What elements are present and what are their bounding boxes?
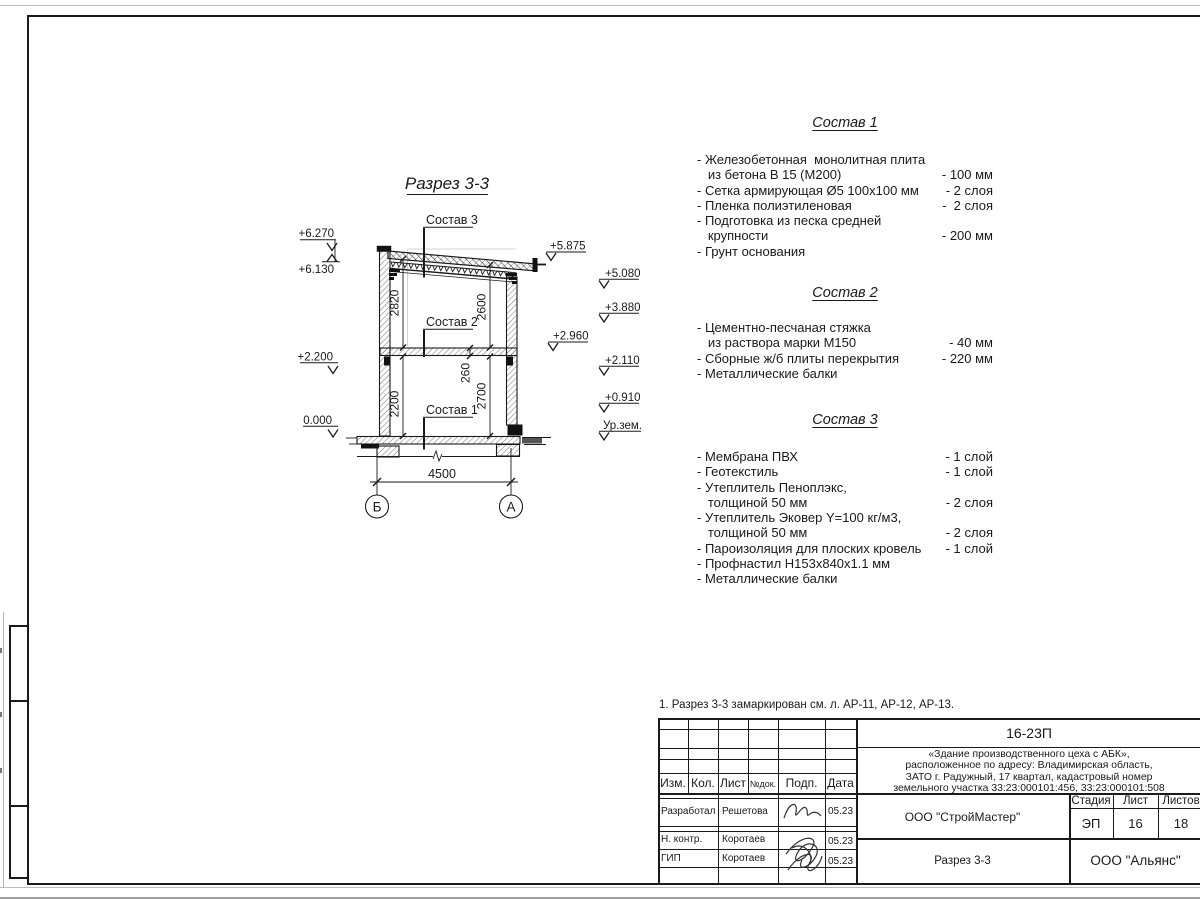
elevation-5080: +5.080 bbox=[605, 268, 641, 280]
elevation-marks-left bbox=[298, 228, 341, 437]
axis-letter-a: А bbox=[506, 499, 516, 515]
stage-value: ЭП bbox=[1081, 816, 1101, 831]
elevation-2200: +2.200 bbox=[297, 351, 333, 364]
sheet-value: 16 bbox=[1128, 816, 1143, 831]
elevation-0910: +0.910 bbox=[605, 392, 641, 404]
frame-left bbox=[27, 15, 29, 883]
sheets-value: 18 bbox=[1173, 816, 1189, 831]
composition-item: толщиной 50 мм - 2 слоя bbox=[697, 525, 993, 541]
col-header-ndok: №док. bbox=[749, 779, 777, 789]
composition-item: - Утеплитель Эковер Y=100 кг/м3, bbox=[697, 510, 902, 526]
composition-item: из бетона В 15 (М200) - 100 мм bbox=[697, 167, 993, 183]
composition-3-title: Состав 3 bbox=[812, 412, 878, 428]
elevation-marks-right bbox=[546, 241, 642, 441]
composition-item: - Металлические балки bbox=[697, 571, 838, 587]
elevation-6130: +6.130 bbox=[298, 264, 334, 276]
composition-item: толщиной 50 мм - 2 слоя bbox=[697, 494, 993, 510]
roof bbox=[388, 251, 546, 284]
drawing-name: Разрез 3-3 bbox=[934, 855, 991, 867]
elevation-2110: +2.110 bbox=[605, 355, 640, 367]
dim-2820: 2820 bbox=[387, 289, 402, 317]
row-role-3: ГИП bbox=[661, 853, 681, 864]
col-header-izm: Изм. bbox=[660, 776, 686, 790]
composition-item: - Сетка армирующая Ø5 100x100 мм - 2 слоя bbox=[697, 182, 993, 198]
row-role-2: Н. контр. bbox=[661, 834, 703, 845]
composition-list-1 bbox=[697, 115, 993, 259]
composition-item: из раствора марки М150 - 40 мм bbox=[697, 335, 993, 351]
elevation-0000: 0.000 bbox=[303, 415, 332, 427]
axis-letter-b: Б bbox=[372, 499, 382, 515]
composition-item: - Пароизоляция для плоских кровель - 1 слой bbox=[697, 540, 993, 556]
composition-item: - Грунт основания bbox=[697, 243, 806, 259]
row-name-2: Коротаев bbox=[722, 834, 766, 845]
label-sostav-3: Состав 3 bbox=[426, 213, 478, 227]
col-header-kol: Кол. bbox=[691, 776, 715, 790]
composition-item: - Сборные ж/б плиты перекрытия - 220 мм bbox=[697, 350, 993, 366]
elevation-6270: +6.270 bbox=[298, 228, 334, 240]
elevation-5875: +5.875 bbox=[550, 240, 586, 253]
col-header-podp: Подп. bbox=[785, 776, 818, 790]
col-header-data: Дата bbox=[827, 776, 854, 790]
sheet-label: Лист bbox=[1123, 795, 1148, 807]
note-text: 1. Разрез 3-3 замаркирован см. л. АР-11, АР-12, АР-13. bbox=[659, 699, 955, 711]
label-sostav-2: Состав 2 bbox=[426, 315, 478, 329]
composition-item: - Цементно-песчаная стяжка bbox=[697, 320, 871, 335]
composition-item: - Пленка полиэтиленовая - 2 слоя bbox=[697, 197, 993, 213]
row-date-3: 05.23 bbox=[827, 856, 854, 867]
section-title-text: Разрез 3-3 bbox=[404, 174, 490, 193]
row-name-3: Коротаев bbox=[722, 853, 766, 864]
doc-number: 16-23П bbox=[1006, 725, 1052, 741]
composition-item: - Мембрана ПВХ - 1 слой bbox=[697, 449, 993, 464]
sheet-bottom-shadow bbox=[0, 897, 1200, 899]
dim-260: 260 bbox=[458, 362, 473, 384]
contractor-name: ООО "СтройМастер" bbox=[904, 810, 1021, 824]
composition-item: - Утеплитель Пеноплэкс, bbox=[697, 479, 847, 495]
composition-item: - Профнастил Н153х840х1.1 мм bbox=[697, 556, 891, 572]
row-date-2: 05.23 bbox=[827, 836, 854, 847]
stage-label: Стадия bbox=[1071, 795, 1111, 807]
composition-2-title: Состав 2 bbox=[812, 285, 878, 301]
axis-dimension bbox=[366, 448, 523, 518]
row-date-1: 05.23 bbox=[827, 806, 854, 817]
dim-2700: 2700 bbox=[474, 382, 489, 410]
composition-item: - Железобетонная монолитная плита bbox=[697, 152, 926, 167]
frame-bottom bbox=[27, 883, 1200, 885]
composition-1-title: Состав 1 bbox=[812, 115, 878, 131]
section-drawing bbox=[280, 160, 670, 540]
composition-item: - Металлические балки bbox=[697, 365, 838, 381]
composition-item: - Геотекстиль - 1 слой bbox=[697, 464, 993, 480]
label-sostav-1: Состав 1 bbox=[426, 403, 478, 417]
signature-icon bbox=[772, 792, 834, 884]
row-name-1: Решетова bbox=[722, 806, 768, 817]
sheet-top-edge bbox=[0, 5, 1200, 6]
dim-2200: 2200 bbox=[387, 390, 402, 418]
composition-item: - Подготовка из песка средней bbox=[697, 213, 882, 229]
section-title bbox=[405, 174, 490, 195]
project-description: «Здание производственного цеха с АБК», расположенное по адресу: Владимирская область, ЗАТО г. Радужный, 17 квартал, кадастровый номер земельного участка 33:23:000101:456, 33:23:000101:508 bbox=[893, 749, 1165, 794]
dim-2600: 2600 bbox=[474, 293, 489, 321]
sostav-labels bbox=[423, 213, 478, 450]
composition-list-2 bbox=[697, 285, 993, 381]
row-role-1: Разработал bbox=[661, 806, 716, 817]
dim-4500: 4500 bbox=[428, 467, 456, 481]
composition-list-3 bbox=[697, 412, 993, 587]
sheets-label: Листов bbox=[1162, 795, 1200, 807]
frame-top bbox=[27, 15, 1200, 17]
col-header-list: Лист bbox=[719, 776, 747, 790]
composition-item: крупности - 200 мм bbox=[697, 228, 993, 244]
company-name: ООО "Альянс" bbox=[1090, 853, 1181, 868]
elevation-ground: Ур.зем. bbox=[603, 420, 643, 432]
elevation-2960: +2.960 bbox=[553, 330, 589, 343]
elevation-3880: +3.880 bbox=[605, 302, 641, 314]
sheet-bottom-edge bbox=[0, 887, 1200, 888]
